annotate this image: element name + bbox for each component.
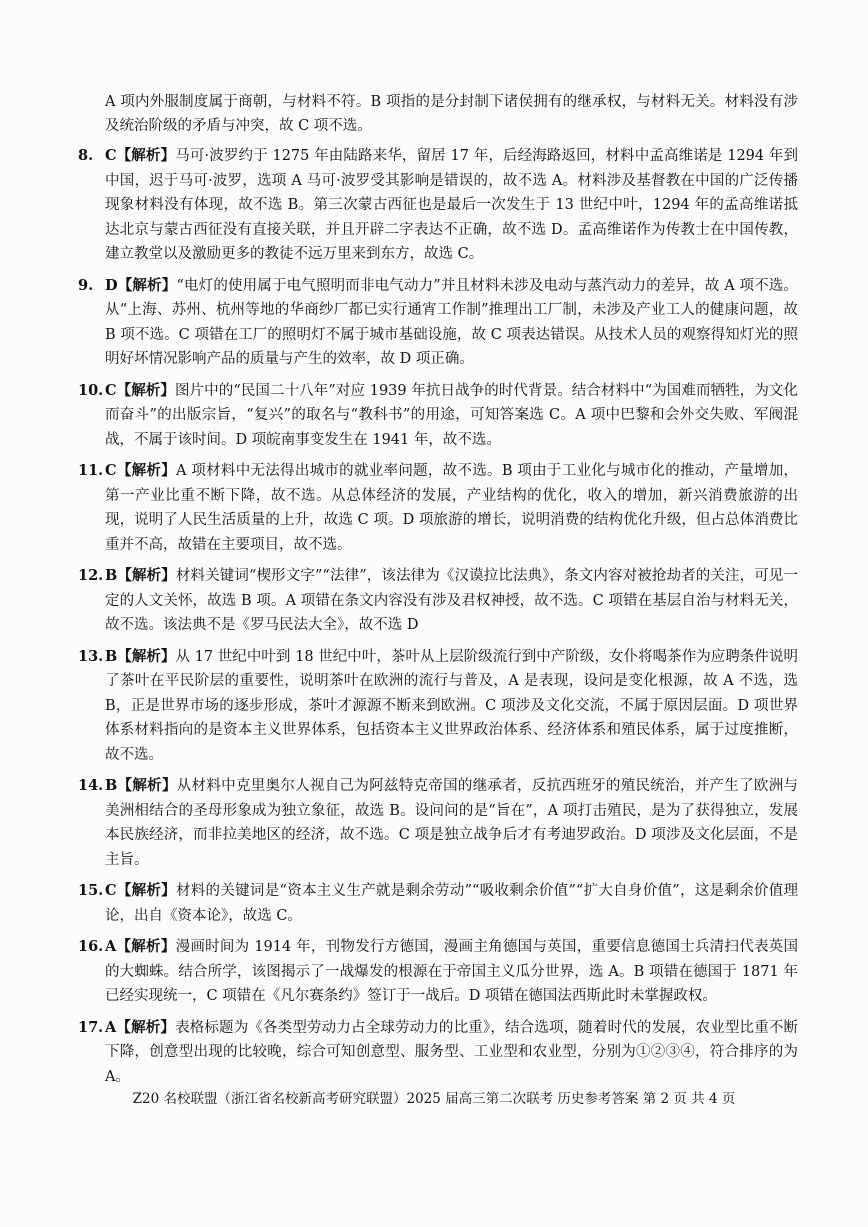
answer-label: B【解析】 xyxy=(105,777,177,794)
explanation-text: 表格标题为《各类型劳动力占全球劳动力的比重》，结合选项，随着时代的发展，农业型比重不断下降，创意型出现的比较晚，综合可知创意型、服务型、工业型和农业型，分别为①②③④，符合排序的为 A。 xyxy=(105,1019,799,1085)
item-number: 9. xyxy=(78,276,94,294)
answer-item xyxy=(78,379,798,453)
explanation-text: 图片中的“民国二十八年”对应 1939 年抗日战争的时代背景。结合材料中“为国难而牺牲，为文化而奋斗”的出版宗旨，“复兴”的取名与“教科书”的用途，可知答案选 C。A 项中巴黎和会外交失败、军阀混战，不属于该时间。D 项皖南事变发生在 1941 年，故不选。 xyxy=(105,382,798,448)
explanation-text: 从材料中克里奥尔人视自己为阿兹特克帝国的继承者，反抗西班牙的殖民统治，并产生了欧洲与美洲相结合的圣母形象成为独立象征，故选 B。设问问的是“旨在”，A 项打击殖民，是为了获得独立，发展本民族经济，而非拉美地区的经济，故不选。C 项是独立战争后才有考迪罗政治。D 项涉及文化层面，不是主旨。 xyxy=(105,778,798,868)
answer-label: D【解析】 xyxy=(105,276,177,294)
answer-item xyxy=(78,274,798,372)
explanation-text: 马可·波罗约于 1275 年由陆路来华，留居 17 年，后经海路返回，材料中孟高维诺是 1294 年到中国，迟于马可·波罗，选项 A 马可·波罗受其影响是错误的，故不选 A。材料涉及基督教在中国的广泛传播现象材料没有体现，故不选 B。第三次蒙古西征也是最后一次发生于 13 世纪中叶，1294 年的孟高维诺抵达北京与蒙古西征没有直接关联，并且开辟二字表达不正确，故不选 D。孟高维诺作为传教士在中国传教，建立教堂以及激励更多的教徒不远万里来到东方，故选 C。 xyxy=(105,148,798,262)
answer-label: C【解析】 xyxy=(105,882,176,899)
explanation-text: 材料的关键词是“资本主义生产就是剩余劳动”“吸收剩余价值”“扩大自身价值”，这是剩余价值理论，出自《资本论》，故选 C。 xyxy=(105,883,798,924)
answer-item xyxy=(78,935,798,1009)
explanation-text: A 项材料中无法得出城市的就业率问题，故不选。B 项由于工业化与城市化的推动，产量增加，第一产业比重不断下降，故不选。从总体经济的发展，产业结构的优化，收入的增加，新兴消费旅游的出现，说明了人民生活质量的上升，故选 C 项。D 项旅游的增长，说明消费的结构优化升级，但占总体消费比重并不高，故错在主要项目，故不选。 xyxy=(105,463,798,553)
explanation-text: 漫画时间为 1914 年，刊物发行方德国，漫画主角德国与英国，重要信息德国士兵清扫代表英国的大蜘蛛。结合所学，该图揭示了一战爆发的根源在于帝国主义瓜分世界，选 A。B 项错在德国于 1871 年已经实现统一，C 项错在《凡尔赛条约》签订于一战后。D 项错在德国法西斯此时未掌握政权。 xyxy=(105,939,799,1004)
answer-label: C【解析】 xyxy=(105,462,176,479)
item-number: 17. xyxy=(78,1018,104,1036)
answer-label: A【解析】 xyxy=(105,1018,176,1036)
answer-item xyxy=(78,144,798,267)
answer-label: C【解析】 xyxy=(105,147,176,164)
explanation-text: 材料关键词“楔形文字”“法律”，该法律为《汉谟拉比法典》，条文内容对被抢劫者的关注，可见一定的人文关怀，故选 B 项。A 项错在条文内容没有涉及君权神授，故不选。C 项错在基层自治与材料无关，故不选。该法典不是《罗马民法大全》，故不选 D xyxy=(105,568,798,633)
answer-item xyxy=(78,774,798,872)
answer-item xyxy=(78,459,798,557)
answer-label: B【解析】 xyxy=(105,647,176,665)
item-number: 8. xyxy=(78,147,94,164)
page-footer: Z20 名校联盟（浙江省名校新高考研究联盟）2025 届高三第二次联考 历史参考答案 第 2 页 共 4 页 xyxy=(132,1091,736,1107)
answer-item xyxy=(78,645,798,768)
item-7-continuation: A 项内外服制度属于商朝，与材料不符。B 项指的是分封制下诸侯拥有的继承权，与材料无关。材料没有涉及统治阶级的矛盾与冲突，故 C 项不选。 xyxy=(105,94,798,134)
item-number: 16. xyxy=(78,938,104,955)
item-number: 10. xyxy=(78,381,104,399)
item-number: 11. xyxy=(78,462,104,479)
answer-item xyxy=(78,564,798,638)
item-number: 12. xyxy=(78,567,104,584)
explanation-text: 从 17 世纪中叶到 18 世纪中叶，茶叶从上层阶级流行到中产阶级，女仆将喝茶作为应聘条件说明了茶叶在平民阶层的重要性，说明茶叶在欧洲的流行与普及，A 是表现，设问是变化根源，故 A 不选，选 B，正是世界市场的逐步形成，茶叶才源源不断来到欧洲。C 项涉及文化交流，不属于原因层面。D 项世界体系材料指向的是资本主义世界体系，包括资本主义世界政治体系、经济体系和殖民体系，属于过度推断，故不选。 xyxy=(105,648,798,763)
item-number: 13. xyxy=(78,647,104,665)
answer-item xyxy=(78,879,798,928)
explanation-text: “电灯的使用属于电气照明而非电气动力”并且材料未涉及电动与蒸汽动力的差异，故 A 项不选。从“上海、苏州、杭州等地的华商纱厂都已实行通宵工作制”推理出工厂制，未涉及产业工人的健康问题，故 B 项不选。C 项错在工厂的照明灯不属于城市基础设施，故 C 项表达错误。从技术人员的观察得知灯光的照明好坏情况影响产品的质量与产生的效率，故 D 项正确。 xyxy=(105,277,799,367)
answer-label: C【解析】 xyxy=(105,381,175,399)
item-number: 14. xyxy=(78,777,104,794)
answer-list xyxy=(78,90,798,1096)
answer-label: A【解析】 xyxy=(105,938,176,955)
item-number: 15. xyxy=(78,882,104,899)
answer-item xyxy=(78,1016,798,1090)
answer-label: B【解析】 xyxy=(105,567,176,584)
